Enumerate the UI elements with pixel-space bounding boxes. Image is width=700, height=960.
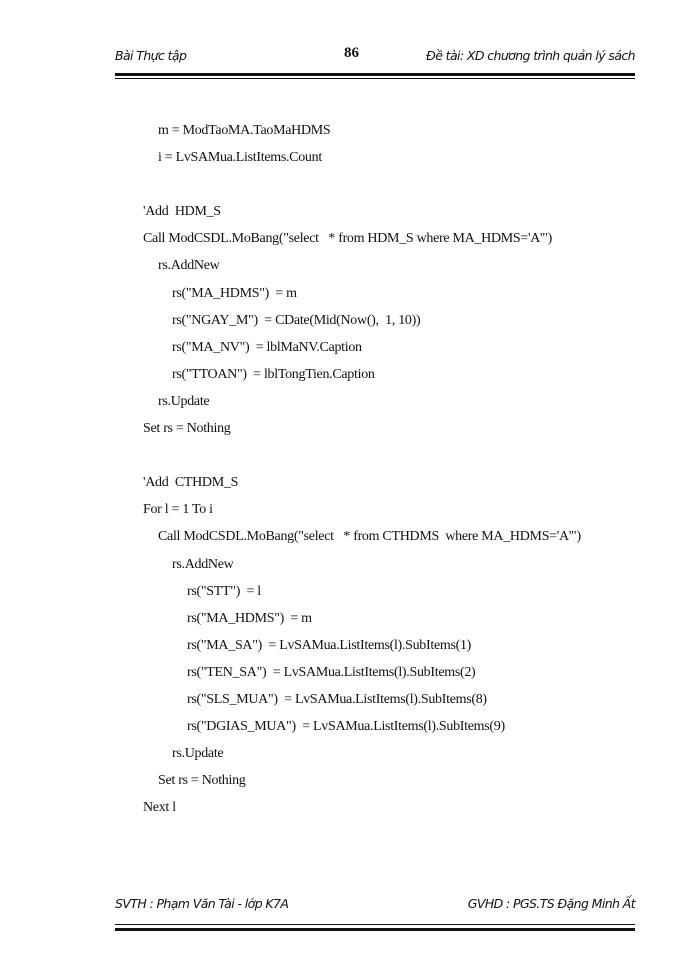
header-topic: Đề tài: XD chương trình quản lý sách bbox=[426, 48, 635, 63]
blank-line bbox=[0, 171, 700, 198]
footer-rule-thick bbox=[115, 928, 635, 931]
page-header bbox=[115, 44, 635, 70]
header-rule-thick bbox=[115, 73, 635, 76]
footer-rule-thin bbox=[115, 924, 635, 925]
code-line: rs.AddNew bbox=[158, 258, 220, 274]
code-line: Call ModCSDL.MoBang("select * from HDM_S where MA_HDMS='A'") bbox=[143, 231, 553, 247]
code-line: rs("TTOAN") = lblTongTien.Caption bbox=[172, 366, 375, 382]
code-line: Next l bbox=[143, 800, 176, 816]
page-footer bbox=[115, 896, 635, 918]
code-line: Set rs = Nothing bbox=[143, 421, 231, 437]
code-line: i = LvSAMua.ListItems.Count bbox=[158, 150, 322, 166]
footer-student: SVTH : Phạm Văn Tài - lớp K7A bbox=[115, 896, 289, 911]
code-line: 'Add HDM_S bbox=[143, 204, 221, 220]
code-line: rs.Update bbox=[158, 393, 210, 409]
code-line: Set rs = Nothing bbox=[158, 773, 246, 789]
code-line: rs("TEN_SA") = LvSAMua.ListItems(l).SubItems(2) bbox=[187, 664, 476, 680]
code-line: 'Add CTHDM_S bbox=[143, 475, 239, 491]
code-line: rs("MA_HDMS") = m bbox=[187, 610, 312, 626]
code-line: rs.AddNew bbox=[172, 556, 234, 572]
page-number: 86 bbox=[344, 45, 359, 61]
code-line: Call ModCSDL.MoBang("select * from CTHDMS where MA_HDMS='A'") bbox=[158, 529, 581, 545]
code-line: m = ModTaoMA.TaoMaHDMS bbox=[158, 123, 331, 138]
blank-line bbox=[0, 442, 700, 469]
header-rule-thin bbox=[115, 78, 635, 79]
code-line: rs("DGIAS_MUA") = LvSAMua.ListItems(l).SubItems(9) bbox=[187, 719, 505, 735]
code-line: For l = 1 To i bbox=[143, 502, 213, 518]
footer-advisor: GVHD : PGS.TS Đặng Minh Ất bbox=[467, 896, 635, 911]
code-line: rs("MA_SA") = LvSAMua.ListItems(l).SubItems(1) bbox=[187, 637, 472, 653]
code-line: rs("SLS_MUA") = LvSAMua.ListItems(l).SubItems(8) bbox=[187, 691, 487, 707]
code-line: rs("MA_HDMS") = m bbox=[172, 285, 297, 301]
code-line: rs.Update bbox=[172, 746, 224, 762]
code-line: rs("STT") = l bbox=[187, 583, 261, 599]
code-line: rs("NGAY_M") = CDate(Mid(Now(), 1, 10)) bbox=[172, 312, 421, 328]
code-line: rs("MA_NV") = lblMaNV.Caption bbox=[172, 339, 362, 355]
code-listing bbox=[0, 117, 700, 821]
header-course-title: Bài Thực tập bbox=[115, 48, 187, 63]
